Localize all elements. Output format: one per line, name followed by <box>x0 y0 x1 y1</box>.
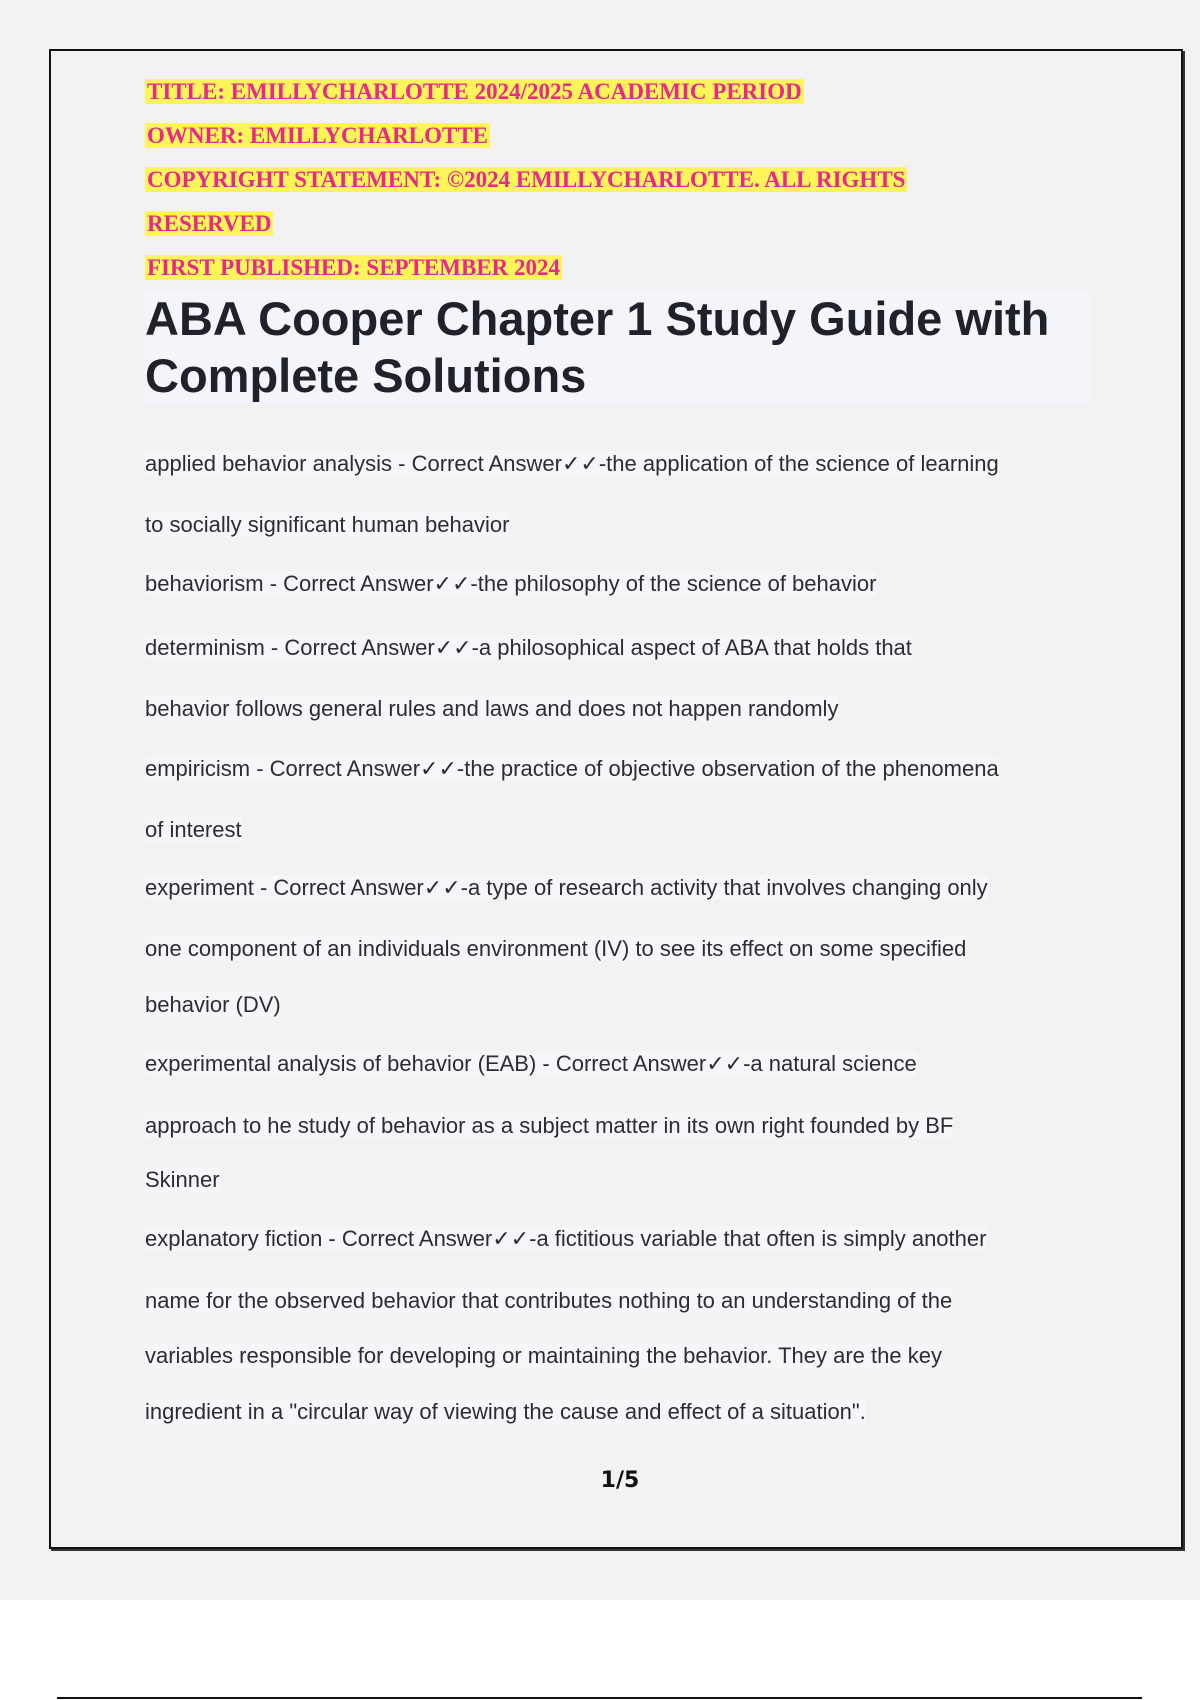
meta-title-text: TITLE: EMILLYCHARLOTTE 2024/2025 ACADEMIC PERIOD <box>147 79 802 104</box>
entry-text: experiment - Correct Answer✓✓-a type of research activity that involves changing only <box>145 875 988 900</box>
entry-text: of interest <box>145 817 242 842</box>
entry-line <box>145 1166 220 1194</box>
meta-owner <box>145 114 1045 158</box>
entry-text: determinism - Correct Answer✓✓-a philosophical aspect of ABA that holds that <box>145 635 912 660</box>
entry-line <box>145 450 999 478</box>
entry-line <box>145 695 838 723</box>
entry-line <box>145 755 999 783</box>
entry-line <box>145 874 988 902</box>
entry-text: ingredient in a "circular way of viewing the cause and effect of a situation". <box>145 1399 866 1424</box>
document-metadata <box>145 70 1045 290</box>
meta-published-text: FIRST PUBLISHED: SEPTEMBER 2024 <box>147 255 561 280</box>
entry-text: experimental analysis of behavior (EAB) - Correct Answer✓✓-a natural science <box>145 1051 917 1076</box>
meta-published <box>145 246 1045 290</box>
page-title-line-2: Complete Solutions <box>145 349 587 402</box>
entry-line <box>145 570 876 598</box>
entry-text: behavior (DV) <box>145 992 281 1017</box>
entry-line <box>145 1398 866 1426</box>
entry-text: behaviorism - Correct Answer✓✓-the philosophy of the science of behavior <box>145 571 877 596</box>
entry-line <box>145 1287 952 1315</box>
divider <box>57 1697 1142 1699</box>
entry-text: Skinner <box>145 1167 220 1192</box>
entry-line <box>145 991 281 1019</box>
entry-text: name for the observed behavior that contributes nothing to an understanding of the <box>145 1288 953 1313</box>
entry-text: one component of an individuals environment (IV) to see its effect on some specified <box>145 936 967 961</box>
page-number: 1/5 <box>600 1468 640 1493</box>
entry-text: to socially significant human behavior <box>145 512 510 537</box>
entry-text: approach to he study of behavior as a subject matter in its own right founded by BF <box>145 1113 954 1138</box>
meta-copyright-text: COPYRIGHT STATEMENT: ©2024 EMILLYCHARLOTTE. ALL RIGHTS <box>147 167 906 192</box>
page-title-line-1: ABA Cooper Chapter 1 Study Guide with <box>145 292 1050 345</box>
entry-line <box>145 1342 942 1370</box>
entry-text: empiricism - Correct Answer✓✓-the practice of objective observation of the phenomena <box>145 756 999 781</box>
meta-title <box>145 70 1045 114</box>
entry-line <box>145 1050 917 1078</box>
entry-text: explanatory fiction - Correct Answer✓✓-a fictitious variable that often is simply another <box>145 1226 987 1251</box>
entry-line <box>145 1112 953 1140</box>
entry-line <box>145 816 242 844</box>
page-title <box>145 290 1090 404</box>
entry-text: applied behavior analysis - Correct Answer✓✓-the application of the science of learning <box>145 451 999 476</box>
meta-copyright-cont-text: RESERVED <box>147 211 272 236</box>
entry-line <box>145 634 912 662</box>
entry-line <box>145 935 966 963</box>
entry-line <box>145 1225 986 1253</box>
entry-text: variables responsible for developing or maintaining the behavior. They are the key <box>145 1343 942 1368</box>
meta-copyright-cont <box>145 202 1045 246</box>
entry-line <box>145 511 509 539</box>
entry-text: behavior follows general rules and laws and does not happen randomly <box>145 696 839 721</box>
meta-copyright <box>145 158 1045 202</box>
meta-owner-text: OWNER: EMILLYCHARLOTTE <box>147 123 489 148</box>
